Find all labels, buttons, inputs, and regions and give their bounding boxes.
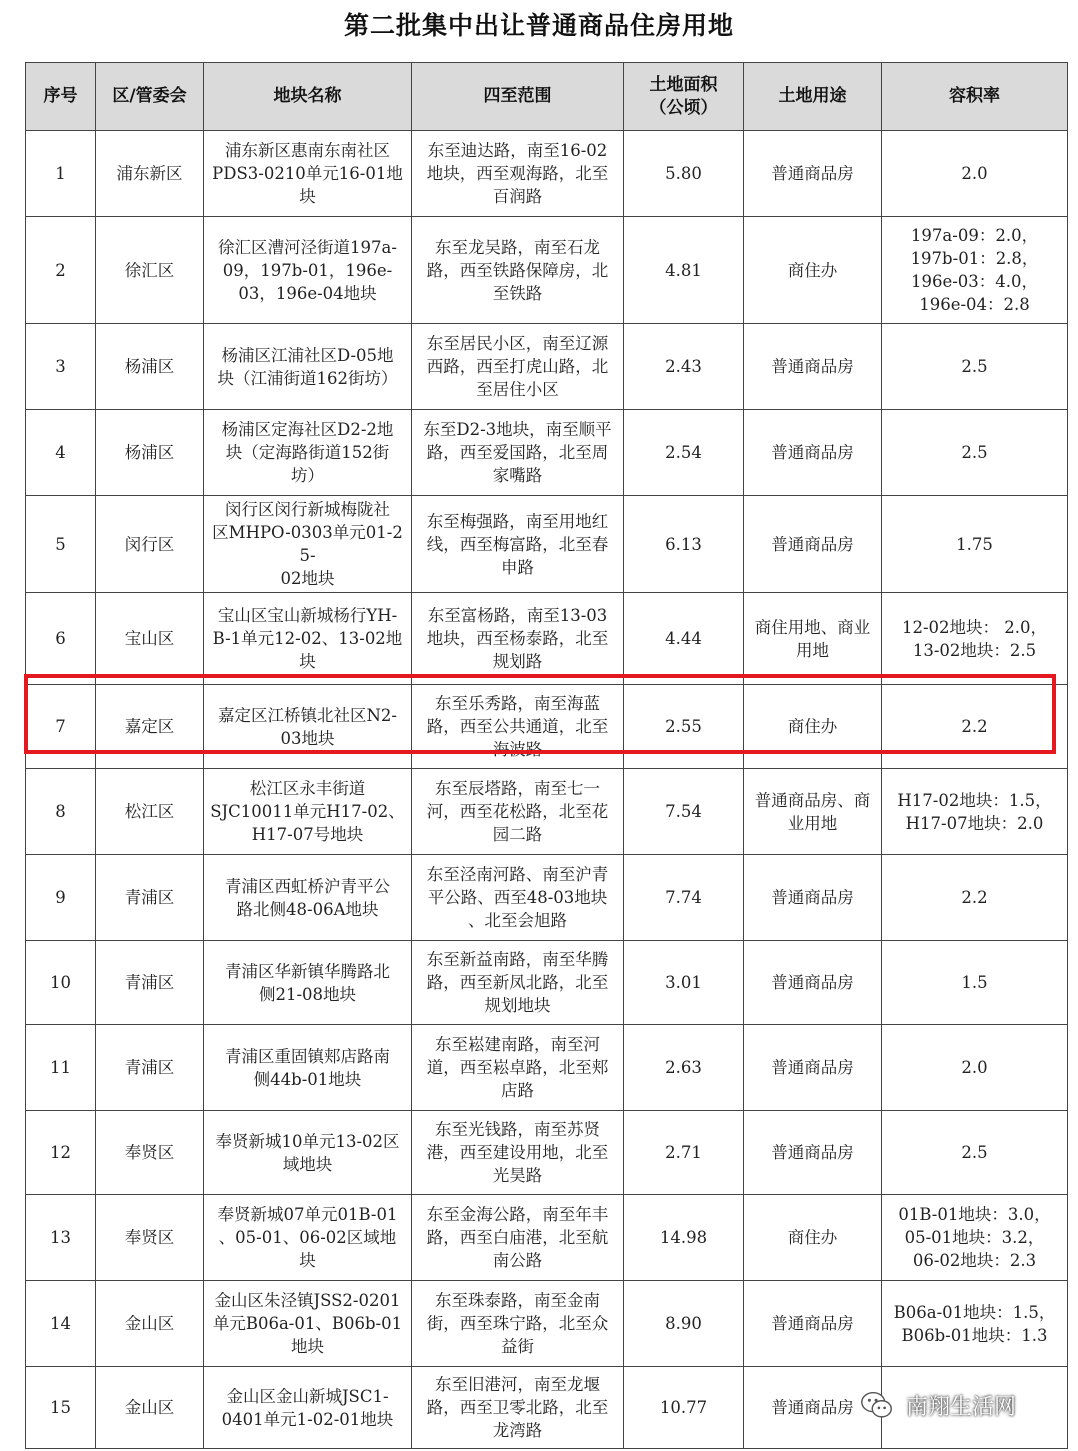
far-cell: H17-02地块：1.5， H17-07地块：2.0 [882,769,1068,855]
row-number: 8 [26,769,96,855]
district-cell: 奉贤区 [96,1195,204,1281]
land-use-cell: 普通商品房 [744,1025,882,1111]
far-cell: 2.5 [882,410,1068,496]
row-number: 13 [26,1195,96,1281]
area-cell: 2.55 [624,685,744,769]
parcel-name-cell: 奉贤新城10单元13-02区 域地块 [204,1111,412,1195]
district-cell: 徐汇区 [96,217,204,324]
watermark [858,1385,1016,1425]
land-use-cell: 普通商品房 [744,855,882,941]
parcel-name-cell: 松江区永丰街道 SJC10011单元H17-02、 H17-07号地块 [204,769,412,855]
boundary-cell: 东至泾南河路、南至沪青 平公路、西至48-03地块 、北至会旭路 [412,855,624,941]
far-cell: 2.2 [882,685,1068,769]
district-cell: 金山区 [96,1281,204,1367]
table-row [26,1111,1068,1195]
district-cell: 松江区 [96,769,204,855]
area-cell: 2.71 [624,1111,744,1195]
land-use-cell: 普通商品房 [744,410,882,496]
district-cell: 杨浦区 [96,410,204,496]
row-number: 2 [26,217,96,324]
row-number: 6 [26,593,96,685]
boundary-cell: 东至珠泰路，南至金南 街，西至珠宁路，北至众 益街 [412,1281,624,1367]
wechat-icon [858,1386,896,1424]
district-cell: 宝山区 [96,593,204,685]
row-number: 1 [26,131,96,217]
table-header-row [26,63,1068,131]
parcel-name-cell: 奉贤新城07单元01B-01 、05-01、06-02区域地 块 [204,1195,412,1281]
area-cell: 4.44 [624,593,744,685]
parcel-name-cell: 青浦区华新镇华腾路北 侧21-08地块 [204,941,412,1025]
area-cell: 10.77 [624,1367,744,1449]
parcel-name-cell: 徐汇区漕河泾街道197a- 09，197b-01，196e- 03，196e-04地块 [204,217,412,324]
parcel-name-cell: 青浦区重固镇郏店路南 侧44b-01地块 [204,1025,412,1111]
header-range: 四至范围 [412,63,624,131]
district-cell: 青浦区 [96,1025,204,1111]
parcel-name-cell: 闵行区闵行新城梅陇社 区MHPO-0303单元01-25- 02地块 [204,496,412,593]
land-use-cell: 普通商品房 [744,1367,882,1449]
table-row [26,855,1068,941]
far-cell: 2.5 [882,1111,1068,1195]
boundary-cell: 东至辰塔路，南至七一 河，西至花松路，北至花 园二路 [412,769,624,855]
boundary-cell: 东至光钱路，南至苏贤 港，西至建设用地，北至 光昊路 [412,1111,624,1195]
row-number: 4 [26,410,96,496]
area-cell: 8.90 [624,1281,744,1367]
boundary-cell: 东至富杨路，南至13-03 地块，西至杨泰路，北至 规划路 [412,593,624,685]
far-cell: 2.0 [882,131,1068,217]
parcel-name-cell: 青浦区西虹桥沪青平公 路北侧48-06A地块 [204,855,412,941]
district-cell: 奉贤区 [96,1111,204,1195]
table-row [26,410,1068,496]
table-row [26,324,1068,410]
header-area: 土地面积 （公顷） [624,63,744,131]
table-row [26,941,1068,1025]
district-cell: 青浦区 [96,855,204,941]
row-number: 3 [26,324,96,410]
land-use-cell: 普通商品房 [744,496,882,593]
parcel-name-cell: 浦东新区惠南东南社区 PDS3-0210单元16-01地 块 [204,131,412,217]
table-row [26,1025,1068,1111]
far-cell: 2.5 [882,324,1068,410]
table-row [26,496,1068,593]
header-use: 土地用途 [744,63,882,131]
far-cell: 197a-09：2.0， 197b-01：2.8， 196e-03：4.0， 196e-04：2.8 [882,217,1068,324]
boundary-cell: 东至龙吴路，南至石龙 路，西至铁路保障房，北 至铁路 [412,217,624,324]
boundary-cell: 东至迪达路，南至16-02 地块，西至观海路，北至 百润路 [412,131,624,217]
row-number: 7 [26,685,96,769]
parcel-name-cell: 杨浦区江浦社区D-05地 块（江浦街道162街坊） [204,324,412,410]
area-cell: 2.63 [624,1025,744,1111]
parcel-name-cell: 杨浦区定海社区D2-2地 块（定海路街道152街 坊） [204,410,412,496]
area-cell: 5.80 [624,131,744,217]
area-cell: 4.81 [624,217,744,324]
header-name: 地块名称 [204,63,412,131]
parcel-name-cell: 嘉定区江桥镇北社区N2- 03地块 [204,685,412,769]
row-number: 11 [26,1025,96,1111]
row-number: 14 [26,1281,96,1367]
watermark-text: 南翔生活网 [906,1394,1017,1420]
boundary-cell: 东至崧建南路，南至河 道，西至崧卓路，北至郏 店路 [412,1025,624,1111]
far-cell: 2.0 [882,1025,1068,1111]
land-use-cell: 普通商品房 [744,324,882,410]
boundary-cell: 东至D2-3地块，南至顺平 路，西至爱国路，北至周 家嘴路 [412,410,624,496]
page-title: 第二批集中出让普通商品住房用地 [343,11,734,40]
table-row [26,1195,1068,1281]
far-cell: B06a-01地块：1.5， B06b-01地块：1.3 [882,1281,1068,1367]
area-cell: 6.13 [624,496,744,593]
far-cell: 01B-01地块：3.0， 05-01地块：3.2， 06-02地块：2.3 [882,1195,1068,1281]
parcel-name-cell: 金山区金山新城JSC1- 0401单元1-02-01地块 [204,1367,412,1449]
header-no: 序号 [26,63,96,131]
table-row [26,131,1068,217]
boundary-cell: 东至乐秀路，南至海蓝 路，西至公共通道，北至 海波路 [412,685,624,769]
boundary-cell: 东至居民小区，南至辽源 西路，西至打虎山路，北 至居住小区 [412,324,624,410]
land-use-cell: 普通商品房 [744,131,882,217]
district-cell: 浦东新区 [96,131,204,217]
far-cell: 2.2 [882,855,1068,941]
boundary-cell: 东至金海公路，南至年丰 路，西至白庙港，北至航 南公路 [412,1195,624,1281]
header-far: 容积率 [882,63,1068,131]
table-row [26,1281,1068,1367]
area-cell: 7.54 [624,769,744,855]
boundary-cell: 东至新益南路，南至华腾 路，西至新凤北路，北至 规划地块 [412,941,624,1025]
land-use-cell: 商住用地、商业 用地 [744,593,882,685]
land-table [25,62,1068,1449]
land-use-cell: 商住办 [744,1195,882,1281]
district-cell: 闵行区 [96,496,204,593]
land-use-cell: 商住办 [744,685,882,769]
row-number: 9 [26,855,96,941]
parcel-name-cell: 金山区朱泾镇JSS2-0201 单元B06a-01、B06b-01 地块 [204,1281,412,1367]
area-cell: 14.98 [624,1195,744,1281]
district-cell: 嘉定区 [96,685,204,769]
far-cell: 1.5 [882,941,1068,1025]
row-number: 15 [26,1367,96,1449]
area-cell: 2.54 [624,410,744,496]
land-use-cell: 普通商品房 [744,941,882,1025]
land-use-cell: 普通商品房 [744,1111,882,1195]
table-row [26,593,1068,685]
land-use-cell: 商住办 [744,217,882,324]
table-row [26,685,1068,769]
district-cell: 杨浦区 [96,324,204,410]
row-number: 12 [26,1111,96,1195]
area-cell: 3.01 [624,941,744,1025]
area-cell: 2.43 [624,324,744,410]
header-district: 区/管委会 [96,63,204,131]
boundary-cell: 东至旧港河，南至龙堰 路，西至卫零北路，北至 龙湾路 [412,1367,624,1449]
row-number: 5 [26,496,96,593]
far-cell: 1.75 [882,496,1068,593]
parcel-name-cell: 宝山区宝山新城杨行YH- B-1单元12-02、13-02地 块 [204,593,412,685]
table-row [26,217,1068,324]
row-number: 10 [26,941,96,1025]
boundary-cell: 东至梅强路，南至用地红 线，西至梅富路，北至春 申路 [412,496,624,593]
table-row [26,769,1068,855]
district-cell: 青浦区 [96,941,204,1025]
district-cell: 金山区 [96,1367,204,1449]
land-use-cell: 普通商品房、商 业用地 [744,769,882,855]
land-use-cell: 普通商品房 [744,1281,882,1367]
far-cell: 12-02地块： 2.0， 13-02地块：2.5 [882,593,1068,685]
area-cell: 7.74 [624,855,744,941]
